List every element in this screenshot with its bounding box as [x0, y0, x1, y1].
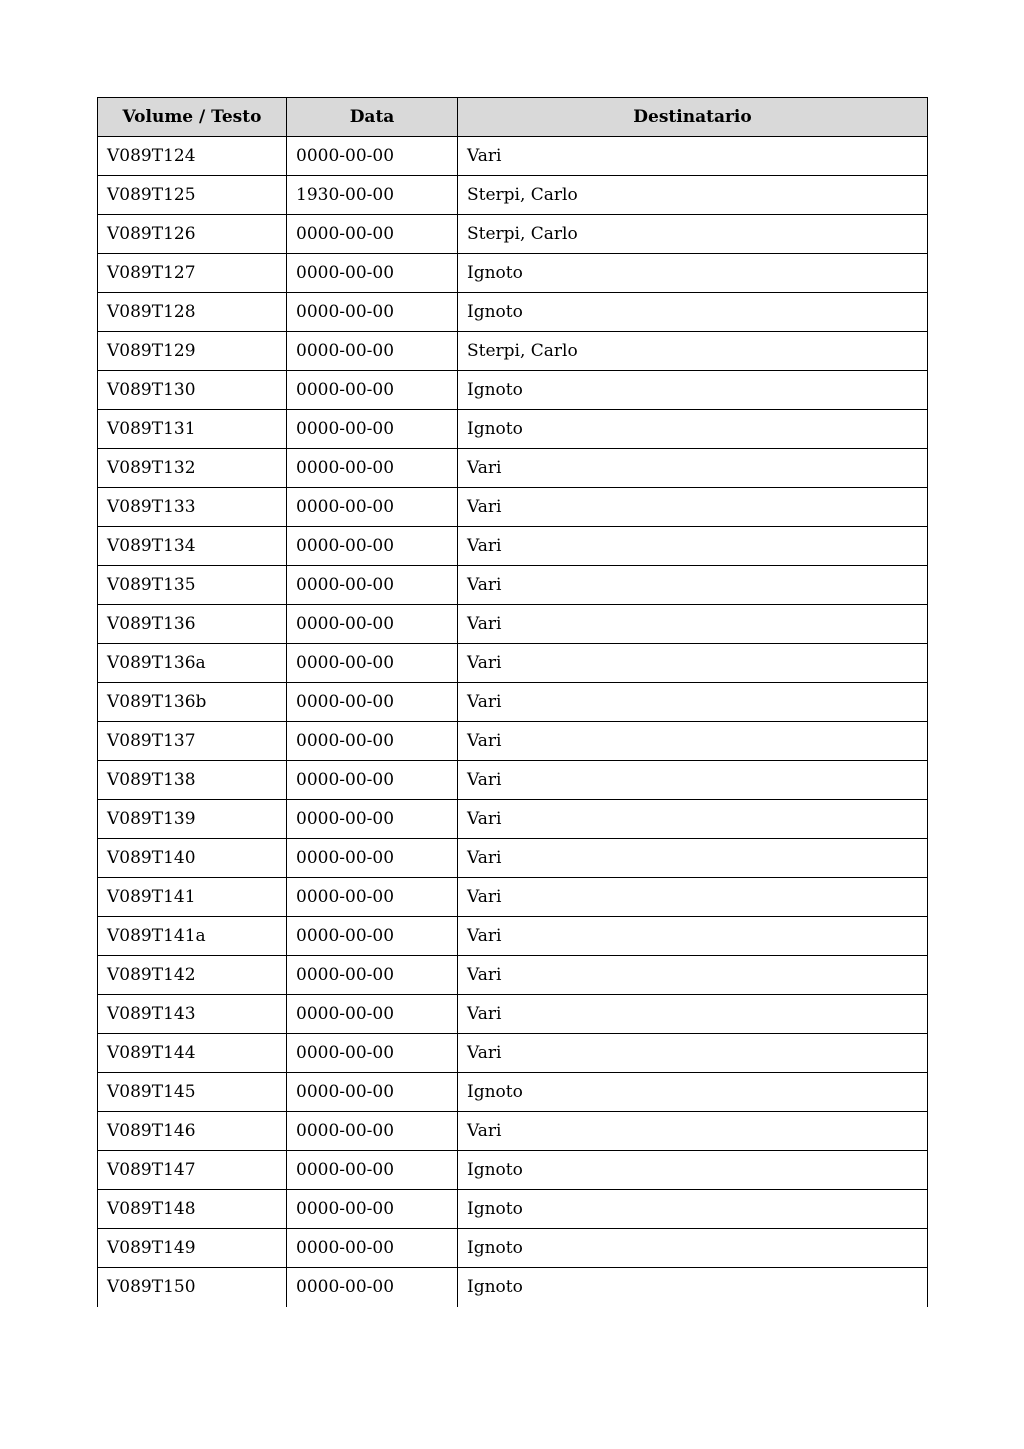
cell-data: 0000-00-00 [287, 215, 458, 254]
cell-destinatario: Vari [458, 449, 928, 488]
cell-volume-testo: V089T127 [98, 254, 287, 293]
cell-destinatario: Vari [458, 605, 928, 644]
cell-data: 0000-00-00 [287, 1112, 458, 1151]
table-row [98, 995, 928, 1034]
cell-volume-testo: V089T137 [98, 722, 287, 761]
table-row [98, 449, 928, 488]
cell-destinatario: Sterpi, Carlo [458, 332, 928, 371]
cell-data: 0000-00-00 [287, 761, 458, 800]
table-row [98, 1229, 928, 1268]
cell-data: 0000-00-00 [287, 254, 458, 293]
cell-destinatario: Vari [458, 917, 928, 956]
cell-volume-testo: V089T150 [98, 1268, 287, 1307]
table-row [98, 1268, 928, 1307]
cell-destinatario: Ignoto [458, 254, 928, 293]
cell-data: 0000-00-00 [287, 1151, 458, 1190]
table-row [98, 1034, 928, 1073]
cell-volume-testo: V089T143 [98, 995, 287, 1034]
header-data: Data [287, 98, 458, 137]
cell-data: 0000-00-00 [287, 995, 458, 1034]
cell-destinatario: Vari [458, 683, 928, 722]
table-row [98, 1112, 928, 1151]
cell-volume-testo: V089T147 [98, 1151, 287, 1190]
cell-volume-testo: V089T138 [98, 761, 287, 800]
cell-data: 0000-00-00 [287, 1229, 458, 1268]
cell-volume-testo: V089T135 [98, 566, 287, 605]
cell-data: 0000-00-00 [287, 800, 458, 839]
cell-volume-testo: V089T148 [98, 1190, 287, 1229]
cell-destinatario: Vari [458, 1112, 928, 1151]
cell-volume-testo: V089T136a [98, 644, 287, 683]
table-row [98, 527, 928, 566]
table-row [98, 215, 928, 254]
cell-destinatario: Vari [458, 761, 928, 800]
cell-destinatario: Vari [458, 137, 928, 176]
cell-volume-testo: V089T146 [98, 1112, 287, 1151]
cell-destinatario: Vari [458, 956, 928, 995]
cell-data: 0000-00-00 [287, 137, 458, 176]
cell-destinatario: Sterpi, Carlo [458, 176, 928, 215]
cell-volume-testo: V089T124 [98, 137, 287, 176]
cell-volume-testo: V089T131 [98, 410, 287, 449]
cell-data: 0000-00-00 [287, 332, 458, 371]
table-row [98, 956, 928, 995]
cell-volume-testo: V089T141a [98, 917, 287, 956]
table-row [98, 332, 928, 371]
cell-data: 0000-00-00 [287, 878, 458, 917]
cell-volume-testo: V089T142 [98, 956, 287, 995]
table-row [98, 839, 928, 878]
table-header [98, 98, 928, 137]
cell-destinatario: Vari [458, 878, 928, 917]
cell-data: 0000-00-00 [287, 683, 458, 722]
cell-destinatario: Ignoto [458, 410, 928, 449]
cell-destinatario: Ignoto [458, 371, 928, 410]
cell-data: 0000-00-00 [287, 1034, 458, 1073]
cell-volume-testo: V089T126 [98, 215, 287, 254]
cell-volume-testo: V089T139 [98, 800, 287, 839]
cell-volume-testo: V089T128 [98, 293, 287, 332]
cell-data: 0000-00-00 [287, 644, 458, 683]
cell-data: 0000-00-00 [287, 917, 458, 956]
cell-volume-testo: V089T149 [98, 1229, 287, 1268]
cell-data: 0000-00-00 [287, 839, 458, 878]
cell-destinatario: Vari [458, 488, 928, 527]
table-row [98, 1073, 928, 1112]
cell-volume-testo: V089T136 [98, 605, 287, 644]
cell-volume-testo: V089T129 [98, 332, 287, 371]
table-row [98, 605, 928, 644]
cell-destinatario: Vari [458, 722, 928, 761]
table-body [98, 137, 928, 1307]
cell-data: 0000-00-00 [287, 488, 458, 527]
cell-data: 0000-00-00 [287, 1268, 458, 1307]
table-row [98, 371, 928, 410]
table-row [98, 176, 928, 215]
cell-volume-testo: V089T144 [98, 1034, 287, 1073]
cell-data: 1930-00-00 [287, 176, 458, 215]
header-row [98, 98, 928, 137]
cell-destinatario: Vari [458, 995, 928, 1034]
table-row [98, 878, 928, 917]
cell-data: 0000-00-00 [287, 956, 458, 995]
cell-data: 0000-00-00 [287, 449, 458, 488]
table-row [98, 644, 928, 683]
table-row [98, 800, 928, 839]
cell-destinatario: Ignoto [458, 1268, 928, 1307]
cell-data: 0000-00-00 [287, 371, 458, 410]
cell-destinatario: Ignoto [458, 1229, 928, 1268]
cell-destinatario: Vari [458, 1034, 928, 1073]
cell-destinatario: Vari [458, 566, 928, 605]
table-row [98, 137, 928, 176]
cell-destinatario: Ignoto [458, 1190, 928, 1229]
table-row [98, 1190, 928, 1229]
cell-data: 0000-00-00 [287, 605, 458, 644]
cell-destinatario: Ignoto [458, 1151, 928, 1190]
cell-volume-testo: V089T125 [98, 176, 287, 215]
table-row [98, 410, 928, 449]
cell-data: 0000-00-00 [287, 1073, 458, 1112]
cell-volume-testo: V089T136b [98, 683, 287, 722]
table-row [98, 722, 928, 761]
header-volume-testo: Volume / Testo [98, 98, 287, 137]
table-row [98, 917, 928, 956]
cell-destinatario: Vari [458, 527, 928, 566]
cell-destinatario: Ignoto [458, 1073, 928, 1112]
cell-data: 0000-00-00 [287, 566, 458, 605]
cell-data: 0000-00-00 [287, 527, 458, 566]
cell-destinatario: Ignoto [458, 293, 928, 332]
cell-volume-testo: V089T140 [98, 839, 287, 878]
cell-destinatario: Vari [458, 839, 928, 878]
table-row [98, 566, 928, 605]
table-row [98, 1151, 928, 1190]
header-destinatario: Destinatario [458, 98, 928, 137]
table-row [98, 293, 928, 332]
table-row [98, 254, 928, 293]
table-row [98, 488, 928, 527]
cell-volume-testo: V089T145 [98, 1073, 287, 1112]
cell-volume-testo: V089T134 [98, 527, 287, 566]
cell-data: 0000-00-00 [287, 410, 458, 449]
cell-destinatario: Sterpi, Carlo [458, 215, 928, 254]
cell-destinatario: Vari [458, 644, 928, 683]
table-row [98, 683, 928, 722]
cell-data: 0000-00-00 [287, 722, 458, 761]
records-table [97, 97, 928, 1307]
cell-volume-testo: V089T133 [98, 488, 287, 527]
table-row [98, 761, 928, 800]
cell-data: 0000-00-00 [287, 293, 458, 332]
cell-data: 0000-00-00 [287, 1190, 458, 1229]
cell-destinatario: Vari [458, 800, 928, 839]
cell-volume-testo: V089T130 [98, 371, 287, 410]
cell-volume-testo: V089T141 [98, 878, 287, 917]
cell-volume-testo: V089T132 [98, 449, 287, 488]
